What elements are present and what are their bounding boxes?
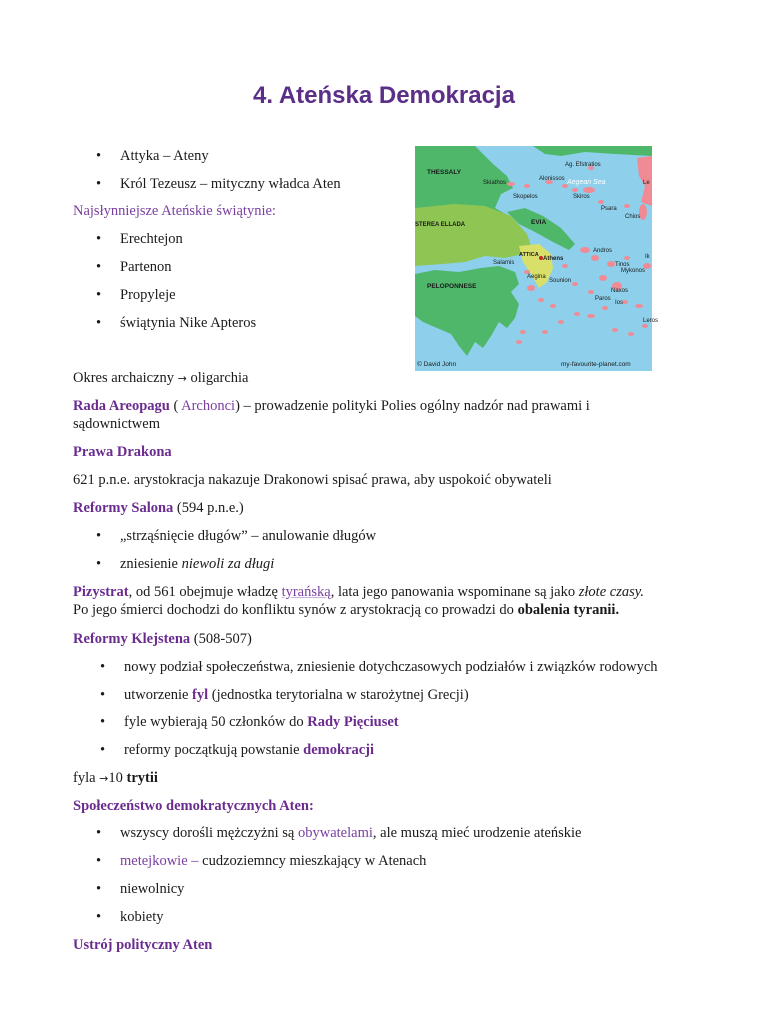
- map-label-island: Skiros: [573, 194, 590, 200]
- rada-term: Rady Pięciuset: [307, 714, 399, 730]
- list-item: [124, 713, 399, 731]
- pizystrat-term: Pizystrat: [73, 584, 129, 600]
- bullet-marker: •: [96, 556, 102, 572]
- archonci-term: Archonci: [181, 398, 236, 414]
- trytii-term: trytii: [126, 770, 158, 786]
- pizystrat-line-2: [73, 601, 619, 619]
- bullet-marker: •: [96, 231, 102, 247]
- list-item: [120, 824, 581, 842]
- list-item: nowy podział społeczeństwa, zniesienie dotychczasowych podziałów i związków rodowych: [124, 659, 658, 675]
- map-label-evia: EVIA: [531, 219, 547, 226]
- bullet-marker: •: [100, 659, 106, 675]
- tyranska-term: tyrańską: [281, 584, 331, 600]
- map-label-island: Paros: [595, 296, 611, 302]
- map-label-island: Naxos: [611, 288, 629, 294]
- bullet-marker: •: [100, 742, 106, 758]
- map-label-island: Tinos: [615, 262, 630, 268]
- list-item: „strząśnięcie długów” – anulowanie długów: [120, 528, 377, 544]
- map-label-aegean: Aegean Sea: [567, 179, 606, 186]
- bullet-marker: •: [96, 909, 102, 925]
- metics-term: metejkowie –: [120, 853, 199, 869]
- fyla-count: 10: [108, 770, 127, 786]
- list-item: świątynia Nike Apteros: [120, 315, 257, 331]
- solon-heading-line: [73, 499, 244, 517]
- list-item-text: fyle wybierają 50 członków do: [124, 714, 308, 730]
- society-heading: Społeczeństwo demokratycznych Aten:: [73, 798, 314, 814]
- list-item: Król Tezeusz – mityczny władca Aten: [120, 176, 341, 192]
- list-item-text: cudzoziemncy mieszkający w Atenach: [198, 853, 427, 869]
- temples-heading: Najsłynniejsze Ateńskie świątynie:: [73, 203, 276, 219]
- list-item-text: (jednostka terytorialna w starożytnej Grecji): [208, 687, 469, 703]
- bullet-marker: •: [96, 259, 102, 275]
- map-credit-right: my-favourite-planet.com: [561, 361, 631, 368]
- map-label-island: Aegina: [527, 274, 546, 280]
- map-label-island: Ios: [615, 300, 624, 306]
- map-label-island: Ag. Efstratios: [565, 162, 601, 168]
- list-item: [120, 555, 274, 573]
- list-item: Attyka – Ateny: [120, 148, 209, 164]
- bullet-marker: •: [96, 825, 102, 841]
- list-item-emphasis: niewoli za długi: [181, 556, 275, 572]
- map-label-athens: Athens: [543, 256, 564, 262]
- map-label-thessaly: THESSALY: [427, 169, 462, 176]
- list-item: niewolnicy: [120, 881, 185, 897]
- pizystrat-text: , od 561 obejmuje władzę: [128, 584, 282, 600]
- map-label-attica: ATTICA: [519, 252, 539, 258]
- archaic-line: [73, 369, 249, 388]
- list-item-text: wszyscy dorośli mężczyżni są: [120, 825, 298, 841]
- pizystrat-line: [73, 583, 644, 601]
- map-label-island: Le: [643, 180, 650, 186]
- list-item: [124, 686, 469, 704]
- solon-heading: Reformy Salona: [73, 500, 174, 516]
- fyl-term: fyl: [192, 687, 209, 703]
- map-label-island: Andros: [593, 248, 613, 254]
- list-item-text: , ale muszą mieć urodzenie ateńskie: [372, 825, 582, 841]
- list-item-text: utworzenie: [124, 687, 193, 703]
- map-label-island: Psara: [601, 206, 617, 212]
- klejsten-heading-line: [73, 630, 252, 648]
- map-label-island: Alonissos: [539, 176, 565, 182]
- ustroj-heading: Ustrój polityczny Aten: [73, 937, 213, 953]
- map-label-island: Salamis: [493, 260, 515, 266]
- list-item-text: zniesienie: [120, 556, 182, 572]
- list-item: Erechtejon: [120, 231, 183, 247]
- fyla-line: [73, 769, 158, 788]
- map-label-island: Ik: [645, 254, 650, 260]
- bullet-marker: •: [100, 714, 106, 730]
- map-label-island: Skiathos: [483, 180, 507, 186]
- areopag-description: ) – prowadzenie polityki Polies ogólny nadzór nad prawami i: [235, 398, 590, 414]
- drakon-text: 621 p.n.e. arystokracja nakazuje Drakonowi spisać prawa, aby uspokoić obywateli: [73, 472, 552, 488]
- golden-age-term: złote czasy.: [578, 584, 644, 600]
- klejsten-date: (508-507): [190, 631, 252, 647]
- map-label-island: Leros: [643, 318, 659, 324]
- pizystrat-text: Po jego śmierci dochodzi do konfliktu synów z arystokracją co prowadzi do: [73, 602, 518, 618]
- list-item: [124, 741, 374, 759]
- list-item: kobiety: [120, 909, 164, 925]
- list-item-text: reformy początkują powstanie: [124, 742, 304, 758]
- bullet-marker: •: [96, 853, 102, 869]
- map-label-island: Skopelos: [513, 194, 538, 200]
- bullet-marker: •: [96, 881, 102, 897]
- areopag-line-2: sądownictwem: [73, 416, 160, 432]
- map-label-island: Mykonos: [621, 268, 646, 274]
- arrow-icon: →: [177, 372, 187, 385]
- drakon-heading: Prawa Drakona: [73, 444, 172, 460]
- areopag-line: [73, 397, 590, 415]
- bullet-marker: •: [100, 687, 106, 703]
- map-label-peloponnese: PELOPONNESE: [427, 283, 477, 290]
- tyranny-fall-term: obalenia tyranii.: [517, 602, 620, 618]
- greece-map: [415, 146, 659, 371]
- list-item: Partenon: [120, 259, 172, 275]
- list-item: Propyleje: [120, 287, 176, 303]
- map-label-island: Chios: [625, 214, 641, 220]
- klejsten-heading: Reformy Klejstena: [73, 631, 191, 647]
- bullet-marker: •: [96, 287, 102, 303]
- archaic-text: Okres archaiczny: [73, 370, 175, 386]
- bullet-marker: •: [96, 528, 102, 544]
- page-title: 4. Ateńska Demokracja: [253, 82, 515, 109]
- bullet-marker: •: [96, 315, 102, 331]
- list-item: [120, 852, 426, 870]
- pizystrat-text: , lata jego panowania wspominane są jako: [330, 584, 579, 600]
- areopag-paren: (: [169, 398, 182, 414]
- democracy-term: demokracji: [303, 742, 375, 758]
- fyla-text: fyla: [73, 770, 100, 786]
- archaic-result: oligarchia: [190, 370, 249, 386]
- citizens-term: obywatelami: [297, 825, 373, 841]
- map-credit-left: © David John: [417, 361, 457, 368]
- map-label-island: Sounion: [549, 278, 572, 284]
- bullet-marker: •: [96, 176, 102, 192]
- areopag-term: Rada Areopagu: [73, 398, 170, 414]
- solon-date: (594 p.n.e.): [173, 500, 244, 516]
- arrow-icon: →: [99, 772, 109, 785]
- map-label-sterea: STEREA ELLADA: [415, 222, 466, 228]
- bullet-marker: •: [96, 148, 102, 164]
